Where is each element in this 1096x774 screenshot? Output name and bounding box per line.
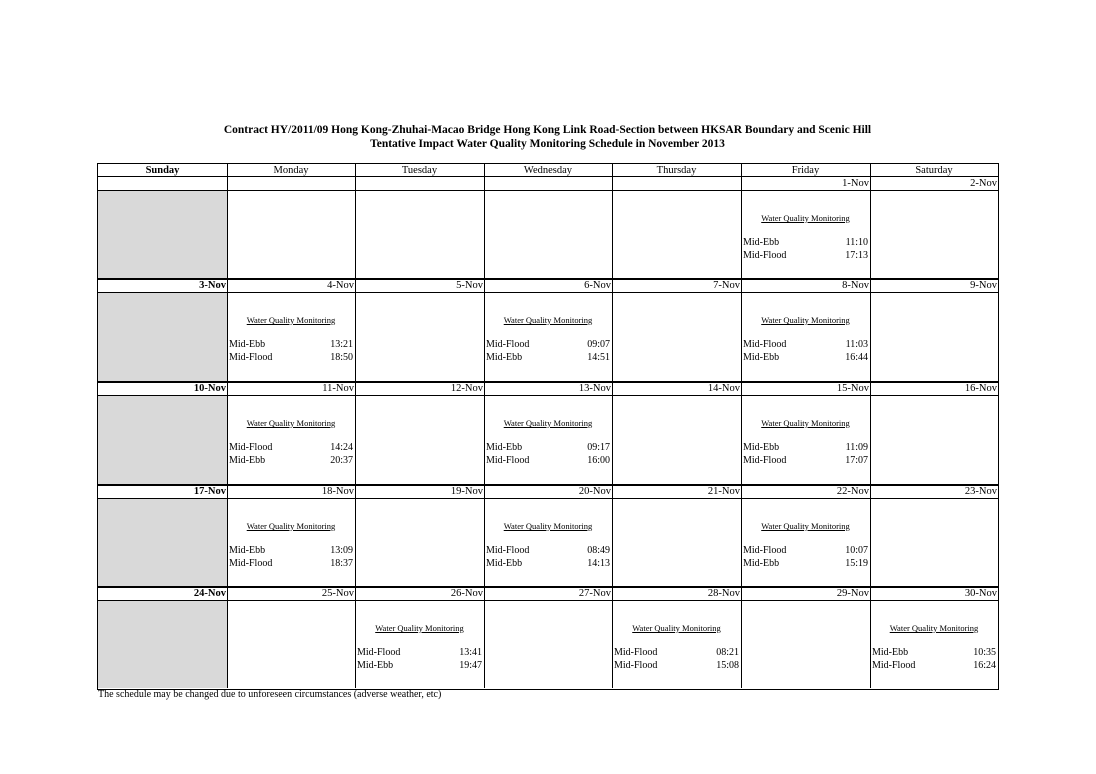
date-label xyxy=(355,177,484,190)
activity-label: Water Quality Monitoring xyxy=(246,418,336,428)
monitoring-entry xyxy=(741,442,870,455)
monitoring-entry xyxy=(741,339,870,352)
monitoring-entry xyxy=(741,352,870,365)
sunday-shaded-cell xyxy=(98,396,227,484)
monitoring-entry xyxy=(484,558,612,571)
date-label: 27-Nov xyxy=(578,588,611,599)
tide-label: Mid-Flood xyxy=(486,455,530,466)
date-label: 7-Nov xyxy=(713,280,740,291)
activity-label: Water Quality Monitoring xyxy=(761,418,850,428)
monitoring-entry xyxy=(484,352,612,365)
monitoring-entry xyxy=(612,660,741,673)
date-label xyxy=(227,177,355,190)
tide-label: Mid-Flood xyxy=(743,545,787,556)
monitoring-entry xyxy=(227,545,355,558)
date-label: 9-Nov xyxy=(970,280,997,291)
tide-time: 15:08 xyxy=(716,660,739,671)
monitoring-entry xyxy=(741,558,870,571)
tide-label: Mid-Flood xyxy=(486,545,530,556)
day-header-sunday: Sunday xyxy=(145,165,180,176)
date-label xyxy=(612,177,741,190)
monitoring-entry xyxy=(227,339,355,352)
day-header-tuesday: Tuesday xyxy=(401,165,438,176)
date-label: 30-Nov xyxy=(964,588,997,599)
monitoring-entry xyxy=(484,442,612,455)
tide-time: 17:07 xyxy=(845,455,868,466)
monitoring-entry xyxy=(741,250,870,263)
monitoring-entry xyxy=(355,647,484,660)
tide-label: Mid-Ebb xyxy=(357,660,394,671)
tide-time: 14:24 xyxy=(330,442,353,453)
monitoring-entry xyxy=(741,545,870,558)
calendar-grid xyxy=(97,163,999,690)
date-label: 8-Nov xyxy=(842,280,869,291)
tide-time: 10:35 xyxy=(973,647,996,658)
tide-time: 10:07 xyxy=(845,545,868,556)
tide-label: Mid-Ebb xyxy=(486,352,523,363)
date-label: 26-Nov xyxy=(450,588,483,599)
monitoring-entry xyxy=(227,442,355,455)
monitoring-entry xyxy=(355,660,484,673)
activity-label: Water Quality Monitoring xyxy=(632,623,721,633)
activity-label: Water Quality Monitoring xyxy=(761,521,850,531)
tide-time: 13:09 xyxy=(330,545,353,556)
activity-label: Water Quality Monitoring xyxy=(761,315,850,325)
tide-time: 08:21 xyxy=(716,647,739,658)
date-label: 28-Nov xyxy=(707,588,740,599)
day-header-saturday: Saturday xyxy=(915,165,953,176)
column-divider xyxy=(612,164,613,688)
activity-label: Water Quality Monitoring xyxy=(503,315,593,325)
date-row-divider xyxy=(98,498,998,499)
date-label xyxy=(98,177,227,190)
column-divider xyxy=(355,164,356,688)
tide-time: 16:44 xyxy=(845,352,868,363)
tide-time: 20:37 xyxy=(330,455,353,466)
tide-time: 19:47 xyxy=(459,660,482,671)
date-label: 22-Nov xyxy=(836,486,869,497)
tide-time: 11:10 xyxy=(845,237,868,248)
date-label: 16-Nov xyxy=(964,383,997,394)
document-subtitle: Tentative Impact Water Quality Monitoring Schedule in November 2013 xyxy=(370,138,725,150)
activity-label: Water Quality Monitoring xyxy=(246,521,336,531)
date-label: 14-Nov xyxy=(707,383,740,394)
tide-time: 13:21 xyxy=(330,339,353,350)
activity-label: Water Quality Monitoring xyxy=(761,213,850,223)
column-divider xyxy=(870,164,871,688)
tide-label: Mid-Flood xyxy=(357,647,401,658)
footer-note: The schedule may be changed due to unforeseen circumstances (adverse weather, etc) xyxy=(98,689,442,700)
activity-label: Water Quality Monitoring xyxy=(889,623,979,633)
sunday-shaded-cell xyxy=(98,601,227,688)
date-row-divider xyxy=(98,190,998,191)
sunday-shaded-cell xyxy=(98,191,227,278)
monitoring-entry xyxy=(741,455,870,468)
tide-label: Mid-Flood xyxy=(614,660,658,671)
day-header-monday: Monday xyxy=(273,165,309,176)
monitoring-entry xyxy=(227,352,355,365)
date-label: 2-Nov xyxy=(970,178,997,189)
date-label: 25-Nov xyxy=(321,588,354,599)
date-label: 11-Nov xyxy=(322,383,354,394)
tide-time: 16:00 xyxy=(587,455,610,466)
date-label: 13-Nov xyxy=(578,383,611,394)
tide-time: 08:49 xyxy=(587,545,610,556)
tide-label: Mid-Flood xyxy=(486,339,530,350)
tide-label: Mid-Ebb xyxy=(872,647,909,658)
tide-time: 18:37 xyxy=(330,558,353,569)
tide-label: Mid-Flood xyxy=(229,352,273,363)
tide-label: Mid-Ebb xyxy=(743,442,780,453)
monitoring-entry xyxy=(227,455,355,468)
date-row-divider xyxy=(98,292,998,293)
tide-time: 16:24 xyxy=(973,660,996,671)
tide-time: 11:09 xyxy=(845,442,868,453)
tide-label: Mid-Ebb xyxy=(229,545,266,556)
tide-label: Mid-Ebb xyxy=(486,558,523,569)
day-header-friday: Friday xyxy=(791,165,820,176)
sunday-shaded-cell xyxy=(98,293,227,381)
date-label: 4-Nov xyxy=(327,280,354,291)
tide-label: Mid-Ebb xyxy=(229,339,266,350)
monitoring-entry xyxy=(227,558,355,571)
tide-time: 18:50 xyxy=(330,352,353,363)
activity-label: Water Quality Monitoring xyxy=(503,521,593,531)
date-label: 21-Nov xyxy=(707,486,740,497)
tide-time: 11:03 xyxy=(845,339,868,350)
tide-label: Mid-Ebb xyxy=(743,558,780,569)
date-label: 3-Nov xyxy=(199,280,226,291)
monitoring-entry xyxy=(870,660,998,673)
date-label: 5-Nov xyxy=(456,280,483,291)
date-label xyxy=(484,177,612,190)
tide-label: Mid-Flood xyxy=(743,455,787,466)
activity-label: Water Quality Monitoring xyxy=(503,418,593,428)
document-title: Contract HY/2011/09 Hong Kong-Zhuhai-Macao Bridge Hong Kong Link Road-Section between HKSAR Boundary and Scenic Hill xyxy=(223,124,872,136)
tide-time: 17:13 xyxy=(845,250,868,261)
date-label: 15-Nov xyxy=(836,383,869,394)
tide-label: Mid-Ebb xyxy=(743,352,780,363)
monitoring-entry xyxy=(870,647,998,660)
date-label: 1-Nov xyxy=(842,178,869,189)
activity-label: Water Quality Monitoring xyxy=(375,623,464,633)
tide-label: Mid-Ebb xyxy=(743,237,780,248)
date-row-divider xyxy=(98,600,998,601)
date-row-divider xyxy=(98,395,998,396)
date-label: 12-Nov xyxy=(450,383,483,394)
date-label: 18-Nov xyxy=(321,486,354,497)
tide-label: Mid-Flood xyxy=(743,339,787,350)
tide-label: Mid-Flood xyxy=(743,250,787,261)
date-label: 20-Nov xyxy=(578,486,611,497)
tide-label: Mid-Flood xyxy=(229,558,273,569)
date-label: 29-Nov xyxy=(836,588,869,599)
sunday-shaded-cell xyxy=(98,499,227,586)
date-label: 10-Nov xyxy=(193,383,226,394)
monitoring-entry xyxy=(484,455,612,468)
tide-label: Mid-Flood xyxy=(872,660,916,671)
tide-time: 15:19 xyxy=(845,558,868,569)
tide-time: 14:51 xyxy=(587,352,610,363)
monitoring-entry xyxy=(612,647,741,660)
tide-time: 09:07 xyxy=(587,339,610,350)
day-header-thursday: Thursday xyxy=(656,165,697,176)
date-label: 24-Nov xyxy=(193,588,226,599)
monitoring-entry xyxy=(484,545,612,558)
tide-time: 09:17 xyxy=(587,442,610,453)
tide-label: Mid-Flood xyxy=(229,442,273,453)
tide-time: 14:13 xyxy=(587,558,610,569)
date-label: 19-Nov xyxy=(450,486,483,497)
activity-label: Water Quality Monitoring xyxy=(246,315,336,325)
day-header-wednesday: Wednesday xyxy=(523,165,573,176)
date-label: 17-Nov xyxy=(193,486,226,497)
tide-label: Mid-Ebb xyxy=(229,455,266,466)
date-label: 6-Nov xyxy=(584,280,611,291)
date-label: 23-Nov xyxy=(964,486,997,497)
monitoring-entry xyxy=(741,237,870,250)
tide-time: 13:41 xyxy=(459,647,482,658)
tide-label: Mid-Flood xyxy=(614,647,658,658)
tide-label: Mid-Ebb xyxy=(486,442,523,453)
monitoring-entry xyxy=(484,339,612,352)
